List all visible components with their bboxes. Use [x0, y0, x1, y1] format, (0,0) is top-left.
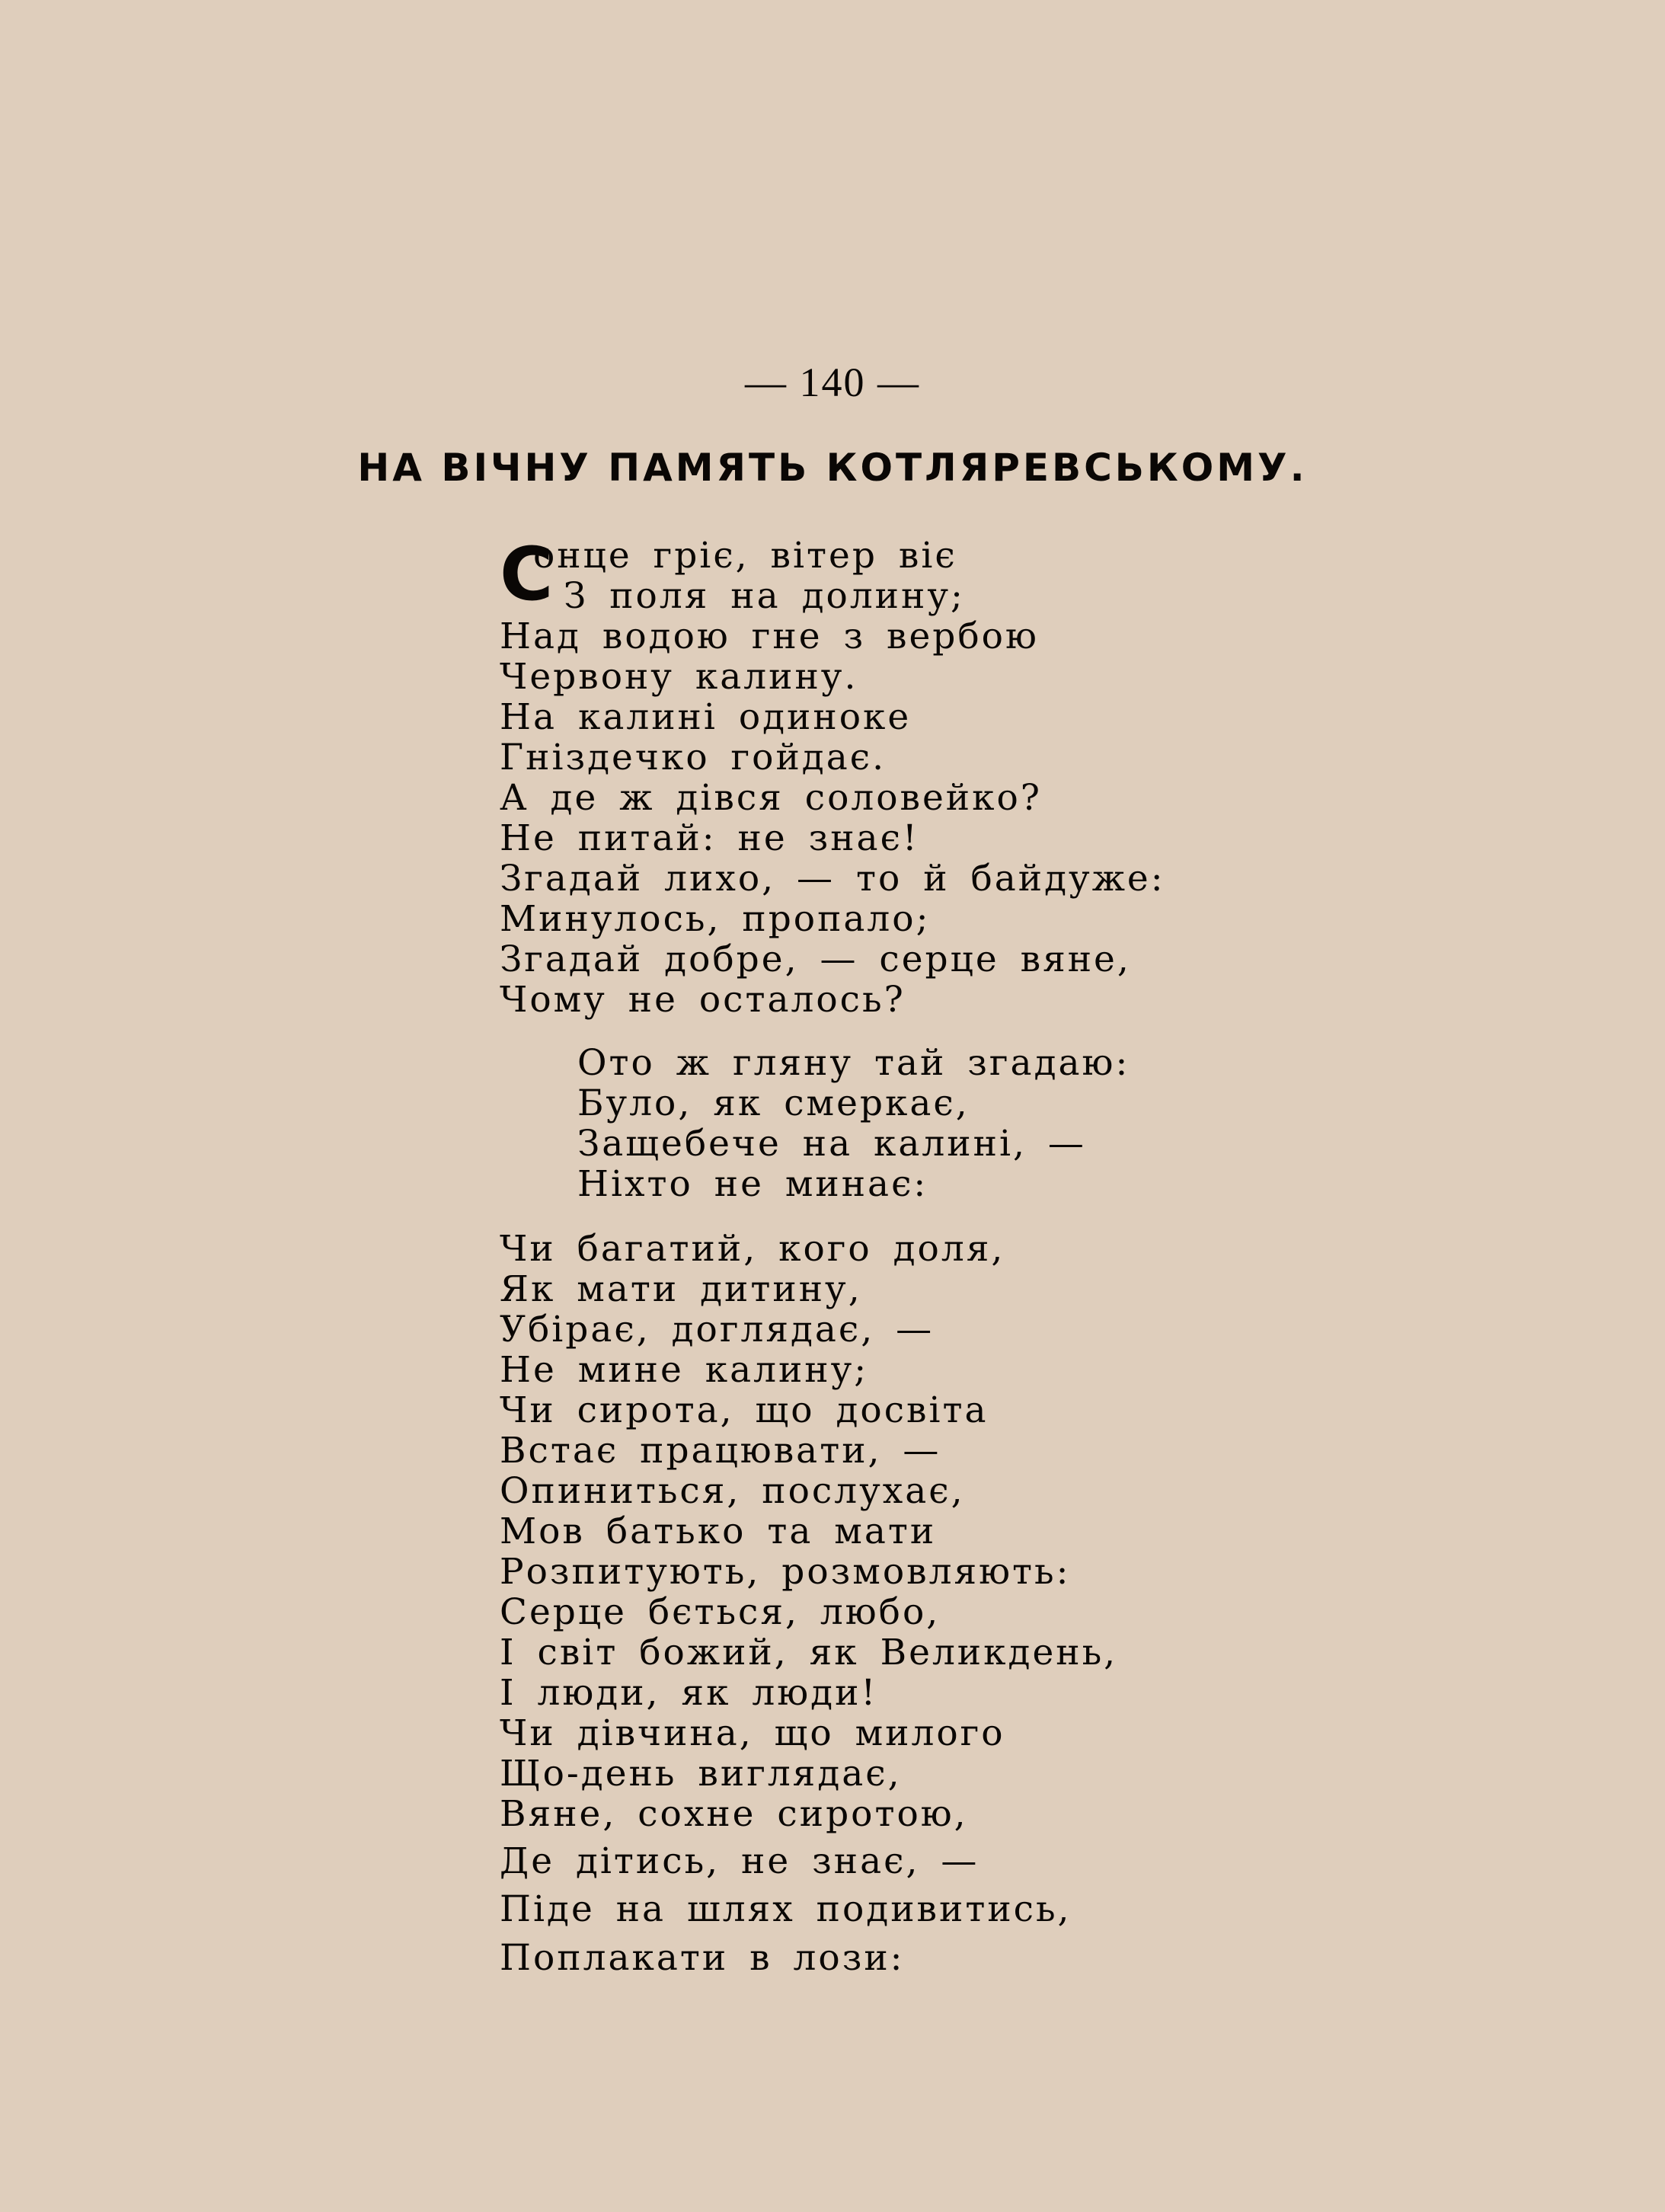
poem-line: Згадай добре, — серце вяне, [500, 938, 1131, 980]
poem-line: Поплакати в лози: [500, 1937, 905, 1979]
poem-line: Чи дівчина, що милого [500, 1712, 1005, 1754]
poem-line: онце гріє, вітер віє [533, 535, 957, 577]
poem-line: Вяне, сохне сиротою, [500, 1793, 968, 1835]
poem-line: Встає працювати, — [500, 1430, 941, 1472]
poem-line: Убірає, доглядає, — [500, 1309, 935, 1351]
poem-line: Розпитують, розмовляють: [500, 1551, 1071, 1593]
page-number: — 140 — [745, 360, 920, 405]
poem-line: Згадай лихо, — то й байдуже: [500, 858, 1165, 900]
poem-line: Опиниться, послухає, [500, 1470, 965, 1512]
poem-line: Червону калину. [500, 656, 858, 698]
poem-line: Ото ж гляну тай згадаю: [577, 1042, 1130, 1084]
poem-line: Защебече на калині, — [577, 1123, 1086, 1165]
poem-line: А де ж дівся соловейко? [500, 777, 1042, 819]
poem-line: І світ божий, як Великдень, [500, 1632, 1118, 1673]
poem-line: Над водою гне з вербою [500, 615, 1039, 657]
poem-line: Було, як смеркає, [577, 1082, 970, 1124]
poem-line: Де дітись, не знає, — [500, 1840, 980, 1882]
poem-line: Минулось, пропало; [500, 898, 931, 940]
poem-line: Чи багатий, кого доля, [500, 1228, 1005, 1270]
poem-line: З поля на долину; [564, 575, 965, 617]
poem-line: Мов батько та мати [500, 1510, 937, 1552]
drop-cap: С [500, 532, 554, 617]
poem-title: НА ВІЧНУ ПАМЯТЬ КОТЛЯРЕВСЬКОМУ. [357, 446, 1308, 490]
poem-line: Не питай: не знає! [500, 817, 919, 859]
poem-line: Серце бється, любо, [500, 1591, 941, 1633]
poem-line: Не мине калину; [500, 1349, 869, 1391]
poem-line: Чи сирота, що досвіта [500, 1389, 989, 1431]
poem-line: На калині одиноке [500, 696, 912, 738]
poem-line: Чому не осталось? [500, 979, 906, 1021]
poem-line: Ніхто не минає: [577, 1163, 928, 1205]
poem-line: Гніздечко гойдає. [500, 737, 887, 778]
poem-line: Піде на шлях подивитись, [500, 1888, 1072, 1930]
poem-line: Як мати дитину, [500, 1268, 862, 1310]
poem-line: І люди, як люди! [500, 1672, 878, 1714]
poem-line: Що-день виглядає, [500, 1753, 902, 1795]
